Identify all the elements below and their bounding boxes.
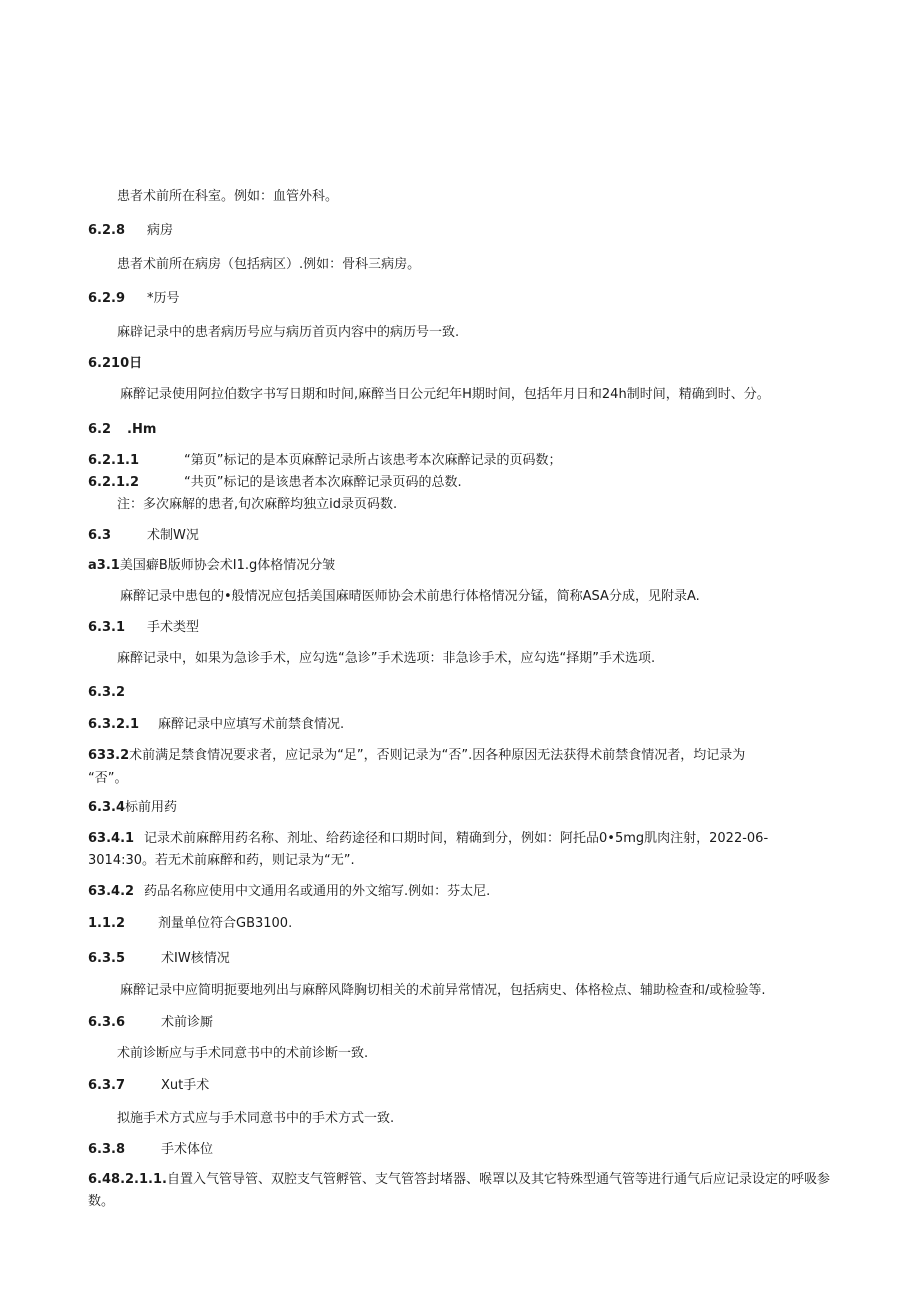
subsection-item [88, 452, 561, 470]
paragraph-text: 麻辟记录中的患者病历号应与病历首页内容中的病历号一致. [117, 325, 460, 340]
section-title: Xut手术 [161, 1078, 210, 1093]
section-number: 6.3.2.1 [88, 717, 139, 732]
paragraph [117, 1045, 368, 1063]
section-number: 1.1.2 [88, 916, 126, 931]
section-title: *历号 [147, 291, 180, 306]
section-heading [88, 684, 125, 702]
section-heading [88, 222, 173, 240]
section-title: 病房 [147, 223, 174, 238]
subsection-item [88, 747, 745, 765]
section-title: 标前用药 [125, 800, 178, 815]
section-text: “共页”标记的是该患者本次麻醉记录页码的总数. [184, 475, 462, 490]
section-title: .Hm [127, 422, 157, 437]
section-title: 美国癖B版师协会术I1.g体格情况分皱 [119, 558, 336, 573]
section-text: 药品名称应使用中文通用名或通用的外文缩写.例如：芬太尼. [144, 884, 491, 899]
section-title: 术制W况 [147, 528, 199, 543]
note [117, 496, 397, 514]
paragraph-text: 术前诊断应与手术同意书中的术前诊断一致. [117, 1046, 369, 1061]
section-heading [88, 1014, 213, 1032]
paragraph-text: 麻醉记录使用阿拉伯数字书写日期和时间,麻醉当日公元纪年H期时间，包括年月日和24h制时间，精确到时、分。 [120, 387, 770, 402]
paragraph [120, 982, 766, 1000]
section-number: 6.2.8 [88, 223, 126, 238]
paragraph [117, 188, 338, 206]
section-title: 手术类型 [147, 620, 200, 635]
section-title: 术前诊厮 [161, 1015, 214, 1030]
section-number: a3.1 [88, 558, 120, 573]
section-number: 6.3.6 [88, 1015, 126, 1030]
section-text: 术前满足禁食情况要求者，应记录为“足”，否则记录为“否”.因各种原因无法获得术前禁食情况者，均记录为 [129, 748, 746, 763]
subsection-item [88, 474, 462, 492]
section-number: 63.4.2 [88, 884, 135, 899]
subsection-item [88, 883, 490, 901]
section-heading [88, 950, 230, 968]
paragraph-text: 数。 [88, 1194, 115, 1209]
section-heading [88, 1141, 213, 1159]
section-number: 6.210日 [88, 356, 143, 371]
subsection-item [88, 1171, 830, 1189]
section-number: 63.4.1 [88, 831, 135, 846]
subsection-item [88, 915, 292, 933]
section-number: 6.3.4 [88, 800, 126, 815]
section-number: 6.2 [88, 422, 112, 437]
section-number: 6.2.1.2 [88, 475, 139, 490]
section-heading [88, 290, 180, 308]
section-number: 6.2.1.1 [88, 453, 139, 468]
subsection-item [88, 716, 344, 734]
section-number: 6.3.5 [88, 951, 126, 966]
section-text: 麻醉记录中应填写术前禁食情况. [158, 717, 345, 732]
paragraph-text: 患者术前所在病房（包括病区）.例如：骨科三病房。 [117, 257, 421, 272]
section-text: 记录术前麻醉用药名称、剂址、给药途径和口期时间，精确到分，例如：阿托品0•5mg肌肉注射，2022-06- [144, 831, 769, 846]
paragraph-text: 3014:30。若无术前麻醉和药，则记录为“无”. [88, 853, 355, 868]
paragraph-text: “否”。 [88, 771, 128, 786]
section-number: 633.2 [88, 748, 130, 763]
paragraph-continuation [88, 852, 355, 870]
section-text: “第页”标记的是本页麻醉记录所占该患考本次麻醉记录的页码数； [184, 453, 562, 468]
paragraph-text: 患者术前所在科室。例如：血管外科。 [117, 189, 339, 204]
subsection-item [88, 830, 768, 848]
section-number: 6.48.2.1.1. [88, 1172, 167, 1187]
paragraph [117, 1110, 394, 1128]
section-number: 6.3.1 [88, 620, 126, 635]
section-title: 手术体位 [161, 1142, 214, 1157]
paragraph [120, 386, 770, 404]
paragraph [120, 588, 700, 606]
section-heading [88, 421, 156, 439]
section-text: 自置入气管导管、双腔支气管孵管、支气管答封堵器、喉罩以及其它特殊型通气管等进行通气后应记录设定的呼吸参 [166, 1172, 830, 1187]
paragraph-continuation [88, 1193, 114, 1211]
note-text: 注：多次麻解的患者,旬次麻醉均独立id录页码数. [117, 497, 398, 512]
section-number: 6.3.2 [88, 685, 126, 700]
section-heading [88, 527, 199, 545]
section-number: 6.2.9 [88, 291, 126, 306]
section-heading [88, 619, 199, 637]
paragraph [117, 324, 459, 342]
paragraph [117, 650, 655, 668]
paragraph-text: 麻醉记录中患包的•般情况应包括美国麻晴医师协会术前患行体格情况分锰，简称ASA分成，见附录A. [120, 589, 700, 604]
section-heading [88, 557, 335, 575]
paragraph-continuation [88, 770, 127, 788]
section-number: 6.3.8 [88, 1142, 126, 1157]
paragraph-text: 拟施手术方式应与手术同意书中的手术方式一致. [117, 1111, 395, 1126]
paragraph-text: 麻醉记录中应简明扼要地列出与麻醉风降胸切相关的术前异常情况，包括病史、体格检点、辅助检查和/或检验等. [120, 983, 766, 998]
section-number: 6.3 [88, 528, 112, 543]
paragraph [117, 256, 420, 274]
section-heading [88, 1077, 209, 1095]
section-heading [88, 799, 177, 817]
paragraph-text: 麻醉记录中，如果为急诊手术，应勾选“急诊”手术选项：非急诊手术，应勾选“择期”手术选项. [117, 651, 656, 666]
section-text: 剂量单位符合GB3100. [158, 916, 293, 931]
section-heading [88, 355, 142, 373]
section-title: 术IW核情况 [161, 951, 230, 966]
section-number: 6.3.7 [88, 1078, 126, 1093]
